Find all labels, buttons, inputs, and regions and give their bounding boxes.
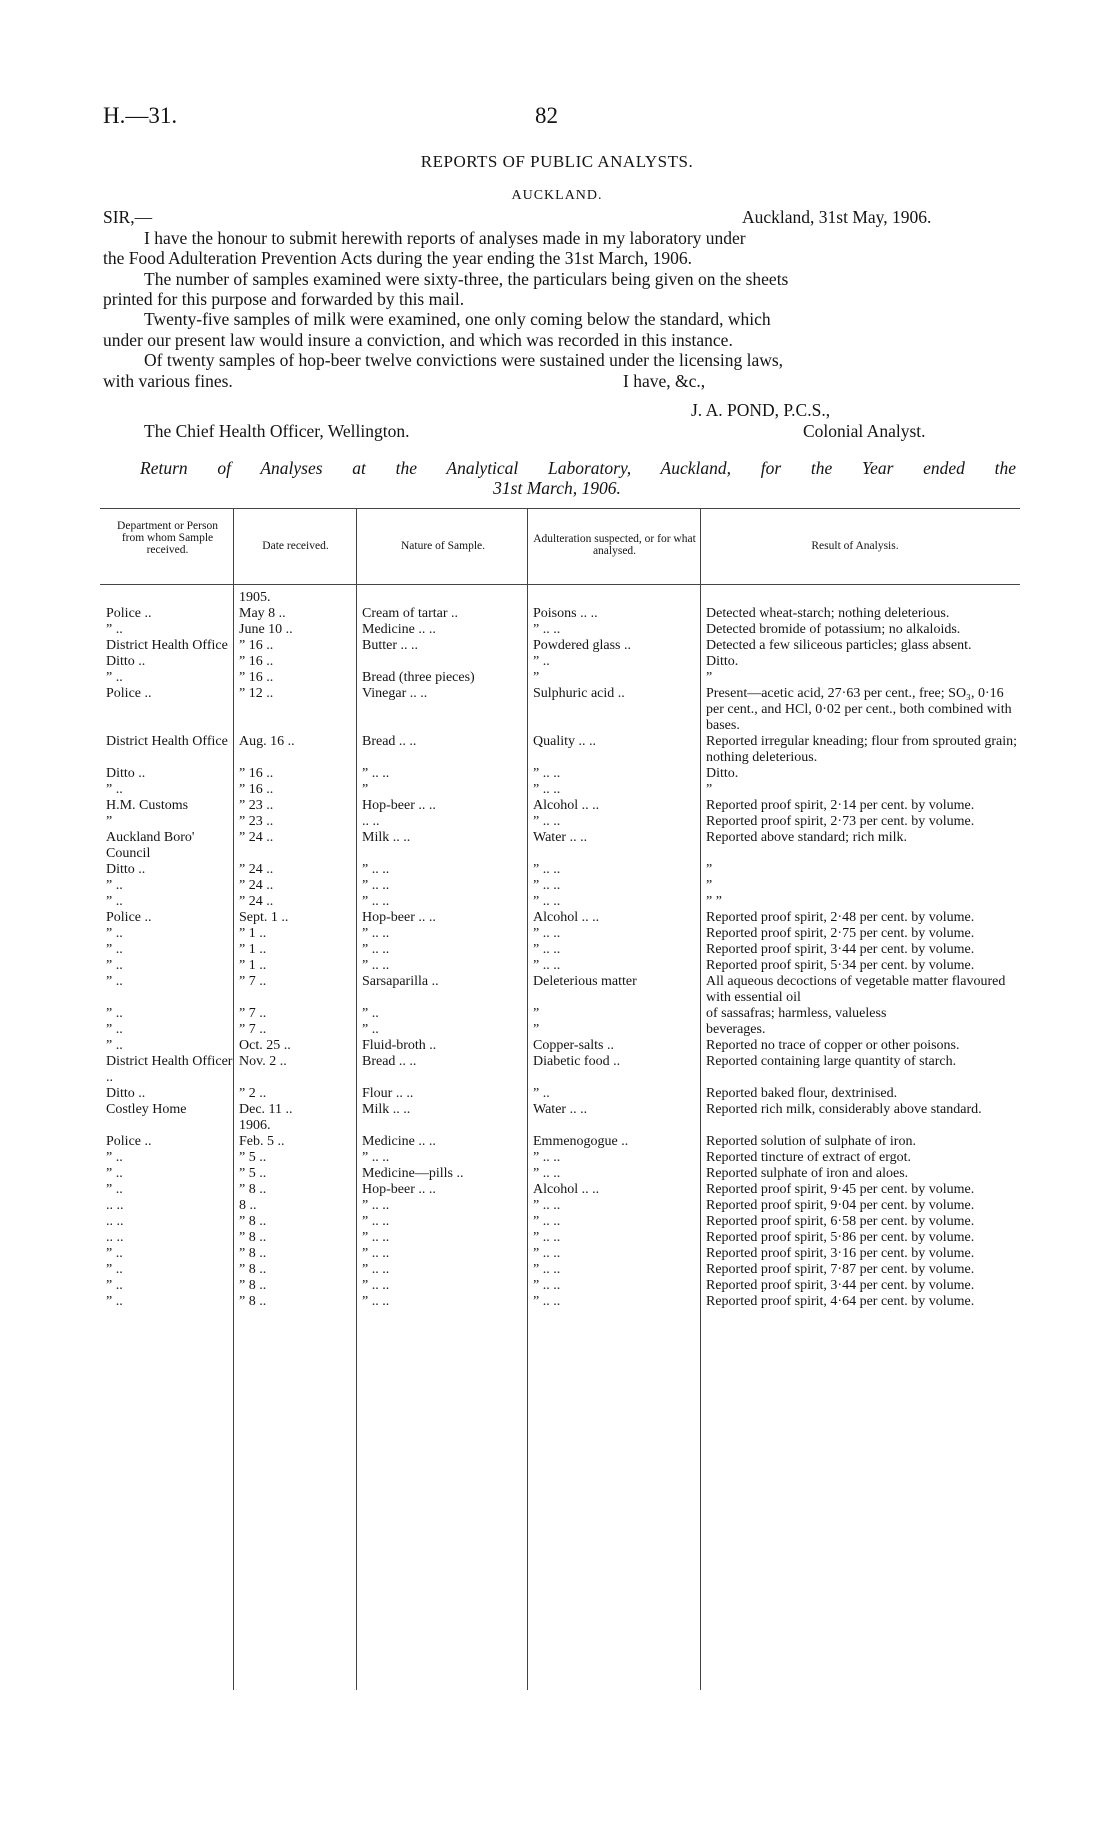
cell-result: Reported tincture of extract of ergot. [706,1150,911,1165]
table-row [100,1022,1020,1038]
cell-nature: ” .. .. [362,862,390,877]
table-row [100,1086,1020,1102]
cell-adulteration: ” .. .. [533,894,561,909]
cell-nature: ” .. .. [362,1262,390,1277]
table-row [100,798,1020,814]
return-title-line1: Return of Analyses at the Analytical Laboratory, Auckland, for the Year ended the [140,458,1016,478]
cell-department: Police .. [106,686,152,701]
cell-result: Ditto. [706,654,739,669]
cell-result [700,1118,1020,1134]
table-header-rule [100,584,1020,585]
cell-nature: ” .. .. [362,1198,390,1213]
cell-department: ” .. [106,878,123,893]
cell-adulteration: ” .. .. [533,766,561,781]
cell-department: District Health Office [106,638,228,653]
cell-result: Reported proof spirit, 9·45 per cent. by volume. [706,1182,975,1197]
cell-result: All aqueous decoctions of vegetable matter flavoured with essential oil [706,974,1006,1005]
cell-result: ” [706,878,713,893]
cell-department: Ditto .. [106,766,146,781]
cell-department: Police .. [106,1134,152,1149]
cell-adulteration: Alcohol .. .. [533,1182,600,1197]
cell-result: Reported proof spirit, 2·14 per cent. by volume. [706,798,975,813]
table-row [100,1134,1020,1150]
cell-department: ” .. [106,1182,123,1197]
cell-nature: ” .. [362,1006,379,1021]
letter-line: printed for this purpose and forwarded by this mail. [103,289,465,309]
cell-nature: Hop-beer .. .. [362,798,436,813]
cell-nature: ” .. .. [362,1246,390,1261]
cell-date: ” 16 .. [239,766,274,781]
table-row [100,1278,1020,1294]
cell-adulteration: Alcohol .. .. [533,910,600,925]
place-date: Auckland, 31st May, 1906. [742,207,932,227]
cell-result: Reported proof spirit, 4·64 per cent. by volume. [706,1294,975,1309]
cell-date: Nov. 2 .. [239,1054,287,1069]
cell-result: Present—acetic acid, 27·63 per cent., free; SO₃, 0·16 per cent., and HCl, 0·02 per cent., both combined with bases. [706,686,1012,733]
analyses-table-body [100,590,1020,1310]
column-header-department: Department or Person from whom Sample received. [117,520,218,556]
cell-result: Reported containing large quantity of starch. [706,1054,957,1069]
cell-adulteration: ” .. .. [533,942,561,957]
cell-department: ” .. [106,926,123,941]
cell-result: Reported solution of sulphate of iron. [706,1134,916,1149]
cell-result: Reported proof spirit, 2·48 per cent. by volume. [706,910,975,925]
table-row [100,1214,1020,1230]
cell-nature: Bread (three pieces) [362,670,475,685]
cell-department: ” .. [106,974,123,989]
cell-nature: Medicine .. .. [362,1134,436,1149]
cell-department: District Health Officer .. [106,1054,233,1085]
letter-closing: I have, &c., [623,371,706,391]
cell-nature: ” .. .. [362,1294,390,1309]
cell-result: Reported proof spirit, 9·04 per cent. by volume. [706,1198,975,1213]
cell-adulteration: ” .. .. [533,814,561,829]
table-row [100,862,1020,878]
cell-adulteration: Poisons .. .. [533,606,598,621]
cell-nature: Cream of tartar .. [362,606,459,621]
cell-date: ” 16 .. [239,782,274,797]
cell-date: 8 .. [239,1198,257,1213]
cell-nature: Milk .. .. [362,1102,411,1117]
cell-nature: Flour .. .. [362,1086,414,1101]
cell-date: ” 23 .. [239,814,274,829]
cell-date: ” 8 .. [239,1246,267,1261]
cell-department: ” .. [106,1150,123,1165]
letter-line: with various fines. [103,371,233,391]
cell-result: ” [706,670,713,685]
table-row [100,1054,1020,1086]
cell-nature: ” .. .. [362,894,390,909]
cell-adulteration: ” .. .. [533,622,561,637]
table-row [100,686,1020,734]
section-subtitle: AUCKLAND. [511,188,603,203]
table-row [100,734,1020,766]
cell-date: ” 8 .. [239,1294,267,1309]
cell-result: Ditto. [706,766,739,781]
cell-date: 1905. [239,590,271,605]
cell-department: .. .. [106,1214,124,1229]
cell-adulteration: ” .. .. [533,1214,561,1229]
cell-date: ” 7 .. [239,1006,267,1021]
table-row [100,606,1020,622]
cell-adulteration: ” .. .. [533,782,561,797]
cell-date: ” 16 .. [239,638,274,653]
cell-result: Reported proof spirit, 3·16 per cent. by volume. [706,1246,975,1261]
table-row [100,1262,1020,1278]
cell-result: Reported proof spirit, 3·44 per cent. by volume. [706,1278,975,1293]
cell-date: ” 23 .. [239,798,274,813]
cell-nature: Bread .. .. [362,1054,417,1069]
cell-adulteration: Water .. .. [533,1102,588,1117]
cell-result: Reported sulphate of iron and aloes. [706,1166,909,1181]
table-row [100,1294,1020,1310]
cell-adulteration: ” .. .. [533,878,561,893]
cell-nature: ” .. .. [362,766,390,781]
column-header-nature: Nature of Sample. [401,540,485,552]
cell-date: ” 8 .. [239,1262,267,1277]
letter-line: the Food Adulteration Prevention Acts during the year ending the 31st March, 1906. [103,248,693,268]
cell-result: Detected bromide of potassium; no alkaloids. [706,622,961,637]
cell-department: ” .. [106,1006,123,1021]
cell-nature: Fluid-broth .. [362,1038,437,1053]
cell-date: ” 8 .. [239,1182,267,1197]
table-row [100,830,1020,862]
table-row [100,590,1020,606]
cell-department: H.M. Customs [106,798,189,813]
cell-department [100,590,233,606]
table-row [100,766,1020,782]
cell-department: .. .. [106,1198,124,1213]
cell-result: Reported proof spirit, 5·34 per cent. by volume. [706,958,975,973]
signature: J. A. POND, P.C.S., [691,400,831,420]
cell-result: Reported proof spirit, 2·75 per cent. by volume. [706,926,975,941]
cell-department: ” .. [106,958,123,973]
cell-department [100,1118,233,1134]
page-title: REPORTS OF PUBLIC ANALYSTS. [420,152,694,171]
cell-adulteration: ” .. .. [533,926,561,941]
cell-department: Ditto .. [106,1086,146,1101]
cell-adulteration [527,590,700,606]
cell-department: ” .. [106,1262,123,1277]
cell-date: ” 1 .. [239,958,267,973]
table-row [100,1198,1020,1214]
table-row [100,1102,1020,1118]
cell-result: of sassafras; harmless, valueless [706,1006,887,1021]
table-row [100,1038,1020,1054]
cell-date: May 8 .. [239,606,286,621]
cell-adulteration: Diabetic food .. [533,1054,621,1069]
cell-adulteration: Alcohol .. .. [533,798,600,813]
cell-date: ” 24 .. [239,894,274,909]
cell-date: Dec. 11 .. [239,1102,293,1117]
cell-result [700,590,1020,606]
cell-date: ” 16 .. [239,670,274,685]
cell-nature: Hop-beer .. .. [362,910,436,925]
cell-date: ” 24 .. [239,878,274,893]
cell-nature: Vinegar .. .. [362,686,428,701]
cell-result: Reported baked flour, dextrinised. [706,1086,898,1101]
table-row [100,1118,1020,1134]
cell-adulteration: ” .. .. [533,1278,561,1293]
cell-result: Reported above standard; rich milk. [706,830,907,845]
table-row [100,1246,1020,1262]
cell-nature: Sarsaparilla .. [362,974,439,989]
cell-department: Ditto .. [106,654,146,669]
cell-date: ” 8 .. [239,1214,267,1229]
cell-adulteration: ” .. .. [533,958,561,973]
cell-date: ” 8 .. [239,1230,267,1245]
cell-result: ” ” [706,894,722,909]
cell-adulteration: ” .. [533,1086,550,1101]
cell-result: Reported irregular kneading; flour from sprouted grain; nothing deleterious. [706,734,1018,765]
cell-nature: ” .. .. [362,1214,390,1229]
table-row [100,974,1020,1006]
cell-adulteration: Quality .. .. [533,734,596,749]
cell-department: District Health Office [106,734,228,749]
return-title-line2: 31st March, 1906. [493,478,621,498]
cell-result: ” [706,782,713,797]
letter-line: under our present law would insure a conviction, and which was recorded in this instance. [103,330,733,350]
cell-department: ” [106,814,113,829]
table-row [100,926,1020,942]
cell-date: ” 8 .. [239,1278,267,1293]
cell-nature: ” .. .. [362,1230,390,1245]
cell-adulteration: ” .. .. [533,1230,561,1245]
cell-department: ” .. [106,1166,123,1181]
cell-nature: Medicine—pills .. [362,1166,464,1181]
cell-nature: Bread .. .. [362,734,417,749]
cell-nature: ” .. .. [362,958,390,973]
addressee: The Chief Health Officer, Wellington. [144,421,410,441]
cell-result: Reported proof spirit, 3·44 per cent. by volume. [706,942,975,957]
cell-department: .. .. [106,1230,124,1245]
cell-department: Auckland Boro' Council [106,830,195,861]
table-row [100,654,1020,670]
cell-date: ” 1 .. [239,926,267,941]
cell-nature [356,590,527,606]
cell-department: ” .. [106,1278,123,1293]
cell-department: ” .. [106,942,123,957]
table-row [100,622,1020,638]
cell-adulteration: Water .. .. [533,830,588,845]
cell-date: ” 5 .. [239,1150,267,1165]
cell-nature: ” .. .. [362,878,390,893]
cell-date: 1906. [239,1118,271,1133]
cell-nature [356,654,527,670]
cell-adulteration: Powdered glass .. [533,638,631,653]
cell-result: Detected wheat-starch; nothing deleterious. [706,606,950,621]
table-row [100,782,1020,798]
table-row [100,638,1020,654]
cell-result: Reported proof spirit, 2·73 per cent. by volume. [706,814,975,829]
cell-date: ” 1 .. [239,942,267,957]
page-number: 82 [535,103,558,128]
cell-date: ” 5 .. [239,1166,267,1181]
cell-nature: Milk .. .. [362,830,411,845]
cell-nature: .. .. [362,814,380,829]
cell-nature [356,1118,527,1134]
cell-department: ” .. [106,1246,123,1261]
table-row [100,942,1020,958]
cell-department: ” .. [106,622,123,637]
column-header-adulteration: Adulteration suspected, or for what analysed. [533,533,696,557]
table-row [100,958,1020,974]
cell-nature: ” .. .. [362,1278,390,1293]
cell-result: Detected a few siliceous particles; glass absent. [706,638,972,653]
signature-title: Colonial Analyst. [803,421,926,441]
series-number: H.—31. [103,103,178,128]
cell-date: Aug. 16 .. [239,734,295,749]
cell-adulteration: Copper-salts .. [533,1038,614,1053]
letter-line: Of twenty samples of hop-beer twelve convictions were sustained under the licensing laws, [144,350,784,370]
column-header-result: Result of Analysis. [811,540,899,552]
cell-adulteration: ” [533,1006,540,1021]
cell-adulteration: ” .. [533,654,550,669]
table-row [100,814,1020,830]
cell-adulteration: ” .. .. [533,1294,561,1309]
cell-result: Reported rich milk, considerably above standard. [706,1102,982,1117]
table-row [100,1150,1020,1166]
cell-nature: ” .. .. [362,926,390,941]
cell-date: ” 24 .. [239,862,274,877]
cell-date: ” 2 .. [239,1086,267,1101]
analyses-table [100,590,1020,1310]
cell-department: ” .. [106,670,123,685]
cell-adulteration: Sulphuric acid .. [533,686,625,701]
cell-department: ” .. [106,782,123,797]
cell-result: Reported no trace of copper or other poisons. [706,1038,960,1053]
cell-result: beverages. [706,1022,766,1037]
cell-date: Sept. 1 .. [239,910,289,925]
cell-adulteration: ” [533,1022,540,1037]
cell-date: Feb. 5 .. [239,1134,285,1149]
cell-department: ” .. [106,1022,123,1037]
cell-date: ” 24 .. [239,830,274,845]
cell-date: ” 12 .. [239,686,274,701]
cell-date: June 10 .. [239,622,293,637]
letter-line: Twenty-five samples of milk were examined, one only coming below the standard, which [144,309,771,329]
cell-department: Ditto .. [106,862,146,877]
cell-adulteration: Emmenogogue .. [533,1134,629,1149]
table-row [100,1006,1020,1022]
cell-nature: ” .. [362,1022,379,1037]
cell-result: Reported proof spirit, 6·58 per cent. by volume. [706,1214,975,1229]
table-row [100,1182,1020,1198]
letter-line: I have the honour to submit herewith reports of analyses made in my laboratory under [144,228,746,248]
table-row [100,878,1020,894]
cell-adulteration: ” [533,670,540,685]
column-header-date: Date received. [262,540,329,552]
table-row [100,910,1020,926]
cell-department: ” .. [106,1038,123,1053]
cell-adulteration: ” .. .. [533,1166,561,1181]
cell-result: ” [706,862,713,877]
cell-adulteration: ” .. .. [533,862,561,877]
cell-date: ” 7 .. [239,974,267,989]
table-row [100,894,1020,910]
cell-adulteration: Deleterious matter [533,974,637,989]
cell-date: ” 7 .. [239,1022,267,1037]
cell-nature: Hop-beer .. .. [362,1182,436,1197]
letter-line: The number of samples examined were sixty-three, the particulars being given on the sheets [144,269,789,289]
cell-adulteration: ” .. .. [533,1246,561,1261]
cell-nature: Butter .. .. [362,638,418,653]
cell-nature: ” [362,782,369,797]
cell-department: Police .. [106,910,152,925]
cell-nature: ” .. .. [362,1150,390,1165]
salutation: SIR,— [103,207,153,227]
cell-department: ” .. [106,1294,123,1309]
cell-date: ” 16 .. [239,654,274,669]
table-top-rule [100,508,1020,509]
table-row [100,1166,1020,1182]
cell-adulteration: ” .. .. [533,1150,561,1165]
cell-result: Reported proof spirit, 7·87 per cent. by volume. [706,1262,975,1277]
cell-date: Oct. 25 .. [239,1038,291,1053]
table-row [100,670,1020,686]
cell-adulteration: ” .. .. [533,1198,561,1213]
table-row [100,1230,1020,1246]
cell-nature: ” .. .. [362,942,390,957]
cell-department: Costley Home [106,1102,187,1117]
cell-adulteration: ” .. .. [533,1262,561,1277]
cell-department: ” .. [106,894,123,909]
cell-adulteration [527,1118,700,1134]
cell-nature: Medicine .. .. [362,622,436,637]
cell-result: Reported proof spirit, 5·86 per cent. by volume. [706,1230,975,1245]
cell-department: Police .. [106,606,152,621]
